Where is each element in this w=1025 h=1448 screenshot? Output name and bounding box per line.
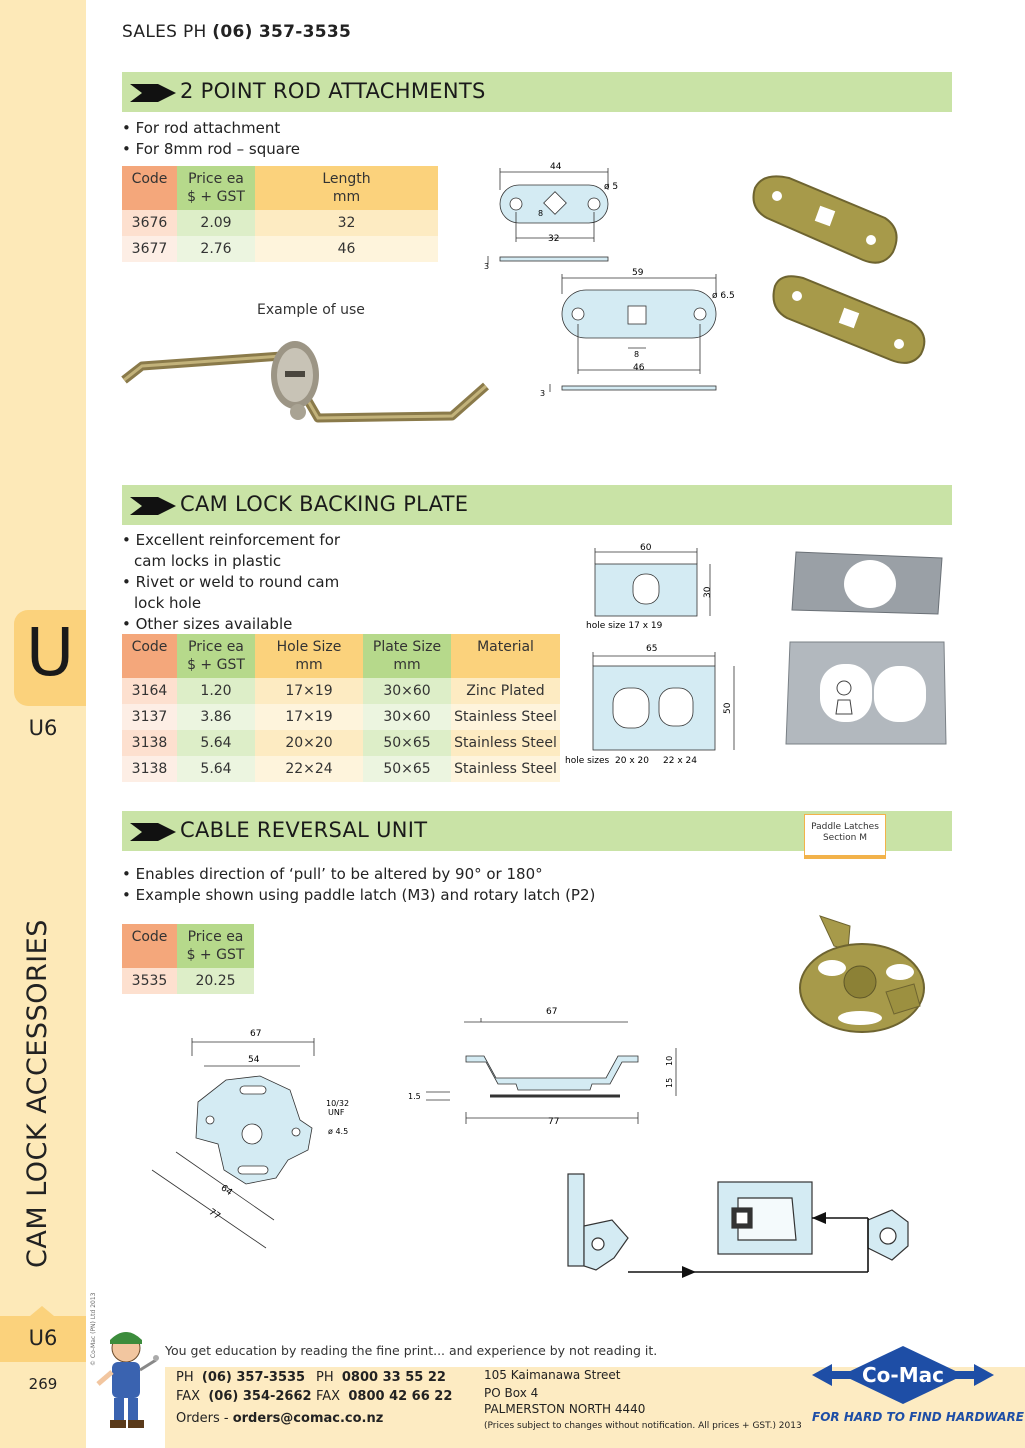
dim: 64: [218, 1183, 234, 1199]
cell-price: 20.25: [177, 968, 254, 994]
footer-fax-0800: FAX 0800 42 66 22: [316, 1389, 453, 1404]
dim: 1.5: [408, 1092, 421, 1101]
dim: 8: [538, 209, 544, 218]
arrow-icon: [130, 823, 176, 841]
bullet: • Rivet or weld to round cam: [122, 573, 340, 591]
cell-length: 46: [255, 236, 438, 262]
dim: 50: [723, 702, 733, 714]
cell-hole: 17×19: [255, 704, 363, 730]
section-tab-letter: U: [25, 614, 75, 691]
cell-price: 2.76: [177, 236, 255, 262]
dim: hole size 17 x 19: [586, 621, 663, 631]
dim: 77: [206, 1207, 222, 1223]
footer-fax: FAX (06) 354-2662: [176, 1389, 312, 1404]
cell-material: Stainless Steel: [451, 756, 560, 782]
table-row: [122, 236, 438, 262]
dim: 54: [248, 1055, 260, 1065]
dim: 44: [550, 162, 562, 172]
arrow-icon: [130, 84, 176, 102]
dim: hole sizes: [565, 756, 610, 766]
th-price: Price ea $ + GST: [177, 166, 255, 210]
cell-material: Zinc Plated: [451, 678, 560, 704]
dim: 77: [548, 1117, 560, 1127]
footer-phone-0800: PH 0800 33 55 22: [316, 1370, 446, 1385]
backing-plate-photo: [786, 548, 950, 748]
dim: 10/32: [326, 1099, 350, 1108]
footer-address-3: PALMERSTON NORTH 4440: [484, 1402, 646, 1416]
cell-price: 3.86: [177, 704, 255, 730]
price-table-cable: [122, 924, 254, 994]
bullet: • Excellent reinforcement for: [122, 531, 341, 549]
th-code: Code: [122, 634, 177, 678]
th-length: Length mm: [255, 166, 438, 210]
dim: ø 6.5: [712, 291, 735, 301]
tagline: FOR HARD TO FIND HARDWARE: [812, 1410, 1024, 1424]
cell-hole: 17×19: [255, 678, 363, 704]
mascot-icon: [92, 1326, 162, 1430]
cell-length: 32: [255, 210, 438, 236]
section-title-vertical: CAM LOCK ACCESSORIES: [22, 919, 53, 1268]
th-code: Code: [122, 924, 177, 968]
table-row: [122, 210, 438, 236]
footer-phone: PH (06) 357-3535: [176, 1370, 306, 1385]
bullet: • For 8mm rod – square: [122, 140, 301, 158]
footer-address-1: 105 Kaimanawa Street: [484, 1368, 621, 1382]
dim: 8: [634, 350, 640, 359]
bottom-tab: [0, 1316, 86, 1362]
cell-code: 3676: [122, 210, 177, 236]
section-title-rod: 2 POINT ROD ATTACHMENTS: [180, 79, 486, 103]
footer-address-2: PO Box 4: [484, 1386, 539, 1400]
cell-material: Stainless Steel: [451, 730, 560, 756]
bullets-cable: [122, 864, 595, 906]
rod-attachment-photo: [745, 168, 935, 378]
cell-code: 3138: [122, 730, 177, 756]
dim: 60: [640, 543, 652, 553]
section-title-backing: CAM LOCK BACKING PLATE: [180, 492, 469, 516]
dim: 65: [646, 644, 658, 654]
bullet: • For rod attachment: [122, 119, 281, 137]
dim: 3: [484, 262, 490, 271]
rod-attachment-drawing: [480, 160, 750, 400]
cell-code: 3535: [122, 968, 177, 994]
dim: 59: [632, 268, 644, 278]
cable-example-diagram: [562, 1170, 922, 1280]
cell-plate: 50×65: [363, 730, 451, 756]
table-row: [122, 756, 560, 782]
badge-line: Section M: [822, 833, 868, 843]
dim: UNF: [328, 1108, 345, 1117]
dim: 20 x 20: [615, 756, 649, 766]
section-tab[interactable]: [14, 610, 86, 706]
bullets-backing: [122, 530, 340, 635]
example-caption: Example of use: [257, 302, 365, 318]
bullet: • Other sizes available: [122, 615, 293, 633]
backing-plate-drawing: [562, 540, 752, 770]
cell-material: Stainless Steel: [451, 704, 560, 730]
dim: 15: [665, 1077, 674, 1088]
price-table-rod: [122, 166, 438, 262]
th-price: Price ea $ + GST: [177, 634, 255, 678]
dim: 3: [540, 389, 546, 398]
sales-phone-header: [122, 22, 351, 42]
paddle-latches-badge[interactable]: [804, 814, 886, 856]
th-plate-size: Plate Size mm: [363, 634, 451, 678]
bullet: • Enables direction of ‘pull’ to be altered by 90° or 180°: [122, 865, 543, 883]
price-table-backing: [122, 634, 560, 782]
dim: 10: [665, 1055, 674, 1066]
bullets-rod: [122, 118, 300, 160]
dim: 22 x 24: [663, 756, 697, 766]
table-row: [122, 704, 560, 730]
dim: ø 5: [604, 182, 619, 192]
bullet: lock hole: [134, 594, 202, 612]
table-row: [122, 678, 560, 704]
footer-orders[interactable]: Orders - orders@comac.co.nz: [176, 1411, 384, 1426]
bottom-tab-label: U6: [28, 1326, 58, 1350]
footer-quote: You get education by reading the fine print... and experience by not reading it.: [165, 1343, 658, 1358]
cell-plate: 50×65: [363, 756, 451, 782]
badge-line: Paddle Latches: [811, 822, 879, 832]
section-bar-backing-plate: [122, 485, 952, 525]
rod-example-photo: [122, 330, 488, 430]
footer-disclaimer: (Prices subject to changes without notification. All prices + GST.) 2013: [484, 1421, 802, 1431]
page-number: 269: [28, 1375, 58, 1393]
cell-plate: 30×60: [363, 704, 451, 730]
cell-hole: 20×20: [255, 730, 363, 756]
cell-code: 3137: [122, 704, 177, 730]
section-title-cable: CABLE REVERSAL UNIT: [180, 818, 428, 842]
cell-hole: 22×24: [255, 756, 363, 782]
arrow-icon: [130, 497, 176, 515]
section-code: U6: [28, 716, 58, 740]
table-row: [122, 968, 254, 994]
cell-price: 5.64: [177, 730, 255, 756]
cell-code: 3138: [122, 756, 177, 782]
cell-price: 5.64: [177, 756, 255, 782]
sales-phone: (06) 357-3535: [212, 22, 352, 42]
dim: 32: [548, 234, 560, 244]
dim: 30: [703, 586, 713, 598]
th-price: Price ea $ + GST: [177, 924, 254, 968]
logo-text: Co-Mac: [862, 1363, 944, 1387]
cell-code: 3677: [122, 236, 177, 262]
dim: 67: [250, 1029, 262, 1039]
cell-plate: 30×60: [363, 678, 451, 704]
cable-reversal-photo: [790, 910, 940, 1040]
cell-price: 1.20: [177, 678, 255, 704]
table-row: [122, 730, 560, 756]
th-material: Material: [451, 634, 560, 678]
dim: ø 4.5: [328, 1127, 349, 1136]
cell-price: 2.09: [177, 210, 255, 236]
bullet: cam locks in plastic: [134, 552, 282, 570]
sales-label: SALES PH: [122, 22, 207, 42]
bullet: • Example shown using paddle latch (M3) and rotary latch (P2): [122, 886, 596, 904]
th-hole-size: Hole Size mm: [255, 634, 363, 678]
copyright: © Co-Mac (PN) Ltd 2013: [90, 1292, 97, 1366]
cell-code: 3164: [122, 678, 177, 704]
dim: 46: [633, 363, 645, 373]
section-bar-rod-attachments: [122, 72, 952, 112]
th-code: Code: [122, 166, 177, 210]
dim: 67: [546, 1007, 558, 1017]
